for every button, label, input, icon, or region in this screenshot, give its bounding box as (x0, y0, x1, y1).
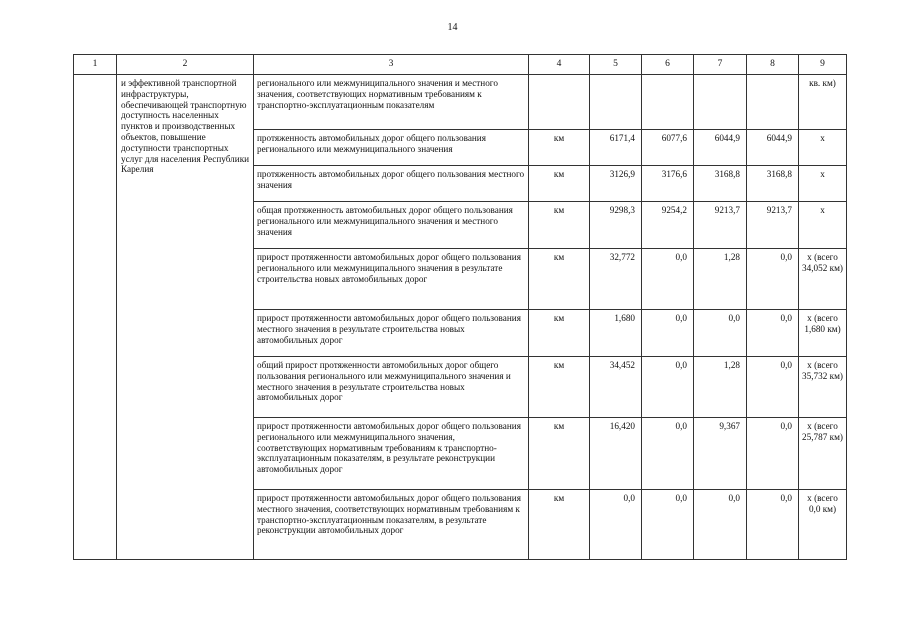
value-cell: 1,680 (590, 310, 642, 357)
value-cell: 9298,3 (590, 202, 642, 249)
indicator-cell: регионального или межмуниципального значения и местного значения, соответствующих нормативным требованиям к транспортно-эксплуатационным показателям (254, 75, 529, 130)
row-number-cell (74, 75, 117, 560)
indicator-cell: протяженность автомобильных дорог общего пользования регионального или межмуниципального значения (254, 130, 529, 166)
indicator-cell: общая протяженность автомобильных дорог общего пользования регионального или межмуниципального значения и местного значения (254, 202, 529, 249)
table-row (74, 75, 847, 130)
value-cell: 0,0 (694, 310, 747, 357)
column-header: 1 (74, 55, 117, 75)
value-cell: 0,0 (642, 249, 694, 310)
value-cell: 6044,9 (694, 130, 747, 166)
value-cell: 9213,7 (747, 202, 799, 249)
unit-cell: км (529, 130, 590, 166)
unit-cell (529, 75, 590, 130)
indicator-cell: прирост протяженности автомобильных дорог общего пользования регионального или межмуниципального значения, соответствующих нормативным требованиям к транспортно-эксплуатационным показателям, в результате реконструкции автомобильных дорог (254, 418, 529, 490)
value-cell: 1,28 (694, 357, 747, 418)
value-cell: 3168,8 (747, 166, 799, 202)
header-row (74, 55, 847, 75)
value-cell: 0,0 (642, 310, 694, 357)
indicator-cell: прирост протяженности автомобильных дорог общего пользования регионального или межмуниципального значения в результате строительства новых автомобильных дорог (254, 249, 529, 310)
value-cell: 6044,9 (747, 130, 799, 166)
column-header: 2 (117, 55, 254, 75)
note-cell: х (всего 35,732 км) (799, 357, 847, 418)
unit-cell: км (529, 202, 590, 249)
indicator-cell: прирост протяженности автомобильных дорог общего пользования местного значения в результате строительства новых автомобильных дорог (254, 310, 529, 357)
note-cell: кв. км) (799, 75, 847, 130)
value-cell: 3126,9 (590, 166, 642, 202)
value-cell (747, 75, 799, 130)
value-cell: 0,0 (747, 418, 799, 490)
value-cell: 1,28 (694, 249, 747, 310)
value-cell: 9,367 (694, 418, 747, 490)
value-cell: 0,0 (590, 490, 642, 560)
value-cell: 3168,8 (694, 166, 747, 202)
column-header: 5 (590, 55, 642, 75)
column-header: 6 (642, 55, 694, 75)
unit-cell: км (529, 418, 590, 490)
value-cell: 32,772 (590, 249, 642, 310)
column-header: 7 (694, 55, 747, 75)
note-cell: х (всего 34,052 км) (799, 249, 847, 310)
value-cell: 0,0 (747, 310, 799, 357)
value-cell: 9254,2 (642, 202, 694, 249)
value-cell: 0,0 (642, 357, 694, 418)
column-header: 4 (529, 55, 590, 75)
unit-cell: км (529, 490, 590, 560)
value-cell: 0,0 (642, 490, 694, 560)
value-cell: 16,420 (590, 418, 642, 490)
column-header: 3 (254, 55, 529, 75)
indicator-cell: протяженность автомобильных дорог общего пользования местного значения (254, 166, 529, 202)
page-number: 14 (447, 22, 458, 33)
indicator-cell: прирост протяженности автомобильных дорог общего пользования местного значения, соответствующих нормативным требованиям к транспортно-эксплуатационным показателям, в результате реконструкции автомобильных дорог (254, 490, 529, 560)
column-header: 8 (747, 55, 799, 75)
unit-cell: км (529, 357, 590, 418)
note-cell: х (799, 130, 847, 166)
value-cell: 9213,7 (694, 202, 747, 249)
goal-cell: и эффективной транспортной инфраструктуры, обеспечивающей транспортную доступность населенных пунктов и производственных объектов, повышение доступности транспортных услуг для населения Республики Карелия (117, 75, 254, 560)
value-cell (642, 75, 694, 130)
value-cell: 0,0 (694, 490, 747, 560)
value-cell (694, 75, 747, 130)
indicator-cell: общий прирост протяженности автомобильных дорог общего пользования регионального или межмуниципального значения и местного значения в результате строительства новых автомобильных дорог (254, 357, 529, 418)
value-cell: 0,0 (642, 418, 694, 490)
note-cell: х (всего 0,0 км) (799, 490, 847, 560)
value-cell: 0,0 (747, 357, 799, 418)
unit-cell: км (529, 310, 590, 357)
value-cell: 34,452 (590, 357, 642, 418)
value-cell: 3176,6 (642, 166, 694, 202)
value-cell: 0,0 (747, 490, 799, 560)
indicators-table (73, 54, 847, 560)
unit-cell: км (529, 166, 590, 202)
value-cell: 6077,6 (642, 130, 694, 166)
value-cell: 0,0 (747, 249, 799, 310)
note-cell: х (799, 166, 847, 202)
value-cell (590, 75, 642, 130)
note-cell: х (всего 25,787 км) (799, 418, 847, 490)
note-cell: х (799, 202, 847, 249)
unit-cell: км (529, 249, 590, 310)
note-cell: х (всего 1,680 км) (799, 310, 847, 357)
value-cell: 6171,4 (590, 130, 642, 166)
column-header: 9 (799, 55, 847, 75)
